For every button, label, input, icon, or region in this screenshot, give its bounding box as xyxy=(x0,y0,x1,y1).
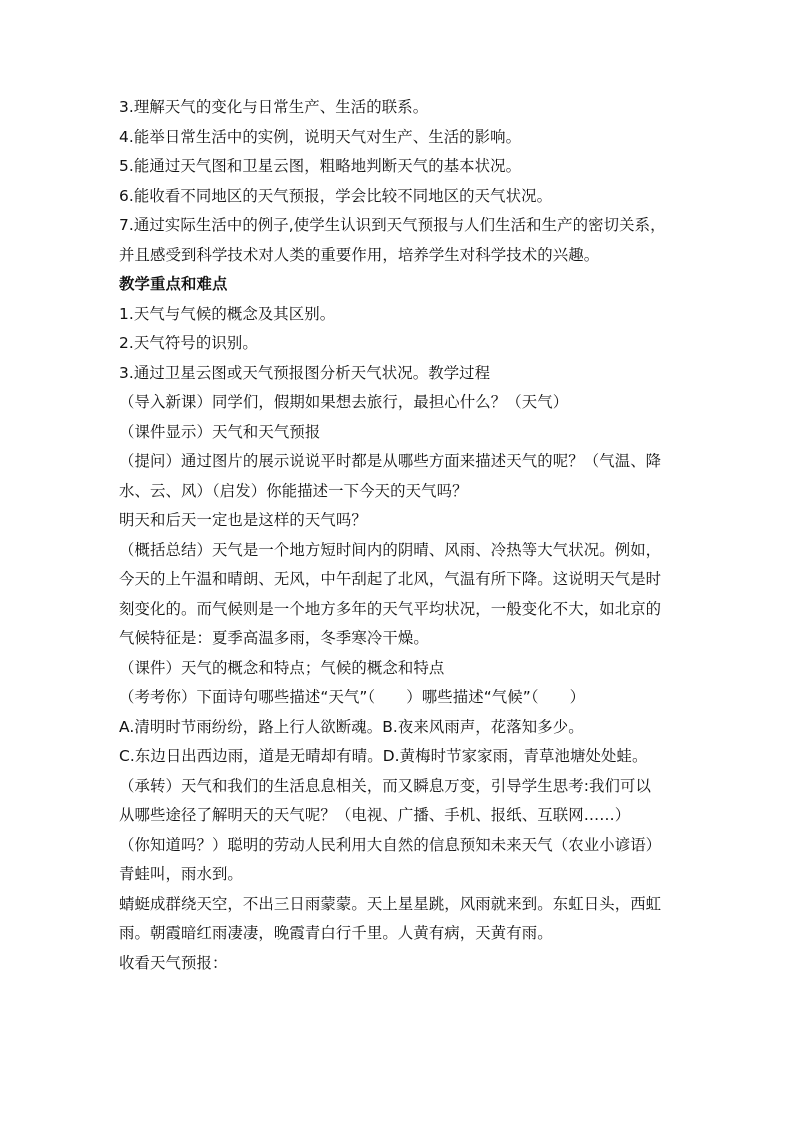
text-line: 气候特征是：夏季高温多雨，冬季寒冷干燥。 xyxy=(119,629,429,647)
text-line: （导入新课）同学们，假期如果想去旅行，最担心什么？（天气） xyxy=(119,393,569,411)
text-line: 刻变化的。而气候则是一个地方多年的天气平均状况，一般变化不大，如北京的 xyxy=(119,599,662,618)
text-line: 雨。朝霞暗红雨凄凄，晚霞青白行千里。人黄有病，天黄有雨。 xyxy=(119,924,553,942)
text-line: 3.通过卫星云图或天气预报图分析天气状况。教学过程 xyxy=(119,363,491,382)
text-line: A.清明时节雨纷纷，路上行人欲断魂。B.夜来风雨声，花落知多少。 xyxy=(119,717,584,736)
text-line: 6.能收看不同地区的天气预报，学会比较不同地区的天气状况。 xyxy=(119,186,553,205)
text-line: 5.能通过天气图和卫星云图，粗略地判断天气的基本状况。 xyxy=(119,157,522,175)
text-line: （课件）天气的概念和特点；气候的概念和特点 xyxy=(119,658,445,677)
text-line: （你知道吗？）聪明的劳动人民利用大自然的信息预知未来天气（农业小谚语） xyxy=(119,835,662,854)
text-line: （提问）通过图片的展示说说平时都是从哪些方面来描述天气的呢？（气温、降 xyxy=(119,452,662,470)
text-line: （概括总结）天气是一个地方短时间内的阴晴、风雨、冷热等大气状况。例如， xyxy=(119,540,662,559)
text-line: 水、云、风）（启发）你能描述一下今天的天气吗？ xyxy=(119,481,468,500)
text-line: 1.天气与气候的概念及其区别。 xyxy=(119,304,336,323)
text-line: 收看天气预报： xyxy=(119,953,228,972)
text-line: 从哪些途径了解明天的天气呢？（电视、广播、手机、报纸、互联网……） xyxy=(119,806,631,824)
text-line: 3.理解天气的变化与日常生产、生活的联系。 xyxy=(119,98,429,116)
document-body xyxy=(119,93,679,978)
text-line: 7.通过实际生活中的例子,使学生认识到天气预报与人们生活和生产的密切关系， xyxy=(119,216,666,234)
text-line: 今天的上午温和晴朗、无风，中午刮起了北风，气温有所下降。这说明天气是时 xyxy=(119,570,662,588)
text-line: C.东边日出西边雨，道是无晴却有晴。D.黄梅时节家家雨，青草池塘处处蛙。 xyxy=(119,747,648,765)
text-line: 青蛙叫，雨水到。 xyxy=(119,865,243,883)
text-line: （课件显示）天气和天气预报 xyxy=(119,422,321,441)
text-line: （承转）天气和我们的生活息息相关，而又瞬息万变，引导学生思考:我们可以 xyxy=(119,776,651,795)
text-line: 4.能举日常生活中的实例，说明天气对生产、生活的影响。 xyxy=(119,127,522,146)
text-line: 蜻蜓成群绕天空，不出三日雨蒙蒙。天上星星跳，风雨就来到。东虹日头，西虹 xyxy=(119,894,662,913)
text-line: 明天和后天一定也是这样的天气吗？ xyxy=(119,511,367,529)
text-line: 2.天气符号的识别。 xyxy=(119,334,258,352)
text-line: 并且感受到科学技术对人类的重要作用，培养学生对科学技术的兴趣。 xyxy=(119,245,600,264)
text-line: （考考你）下面诗句哪些描述“天气”（ ）哪些描述“气候”（ ） xyxy=(119,688,586,706)
section-heading: 教学重点和难点 xyxy=(119,275,228,293)
